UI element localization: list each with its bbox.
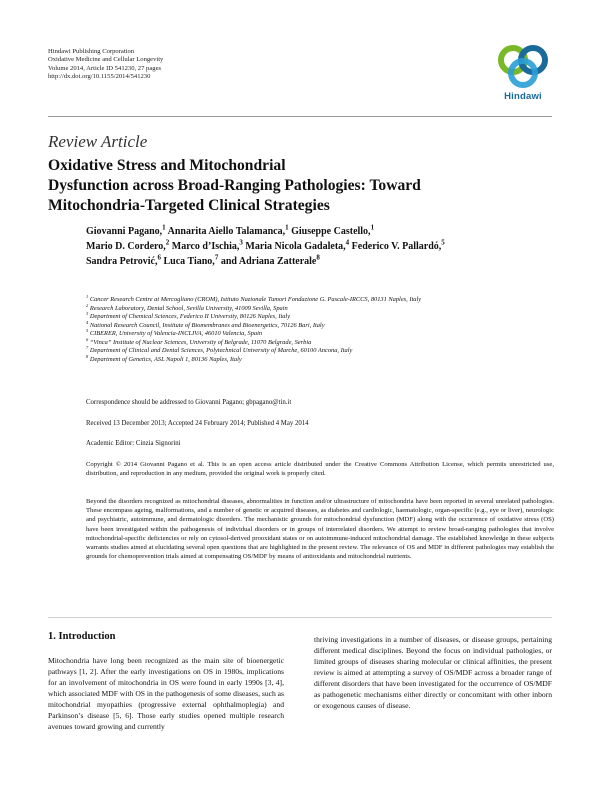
affiliation-list [86, 293, 422, 364]
doi-link[interactable]: http://dx.doi.org/10.1155/2014/541230 [48, 73, 151, 81]
author: Sandra Petrović,$^6$ [86, 254, 161, 268]
author: Federico V. Pallardó,$^5$ [351, 238, 445, 253]
author: Marco d’Ischia,$^3$ [171, 238, 243, 253]
affiliation: $^5$ CIBERER, University of Valencia-INCLIVA, 46010 Valencia, Spain [86, 327, 263, 337]
intro-column-left: Mitochondria have long been recognized as the main site of bioenergetic pathways [1, 2]. After the early investigations on OS in 1980s, implications for an involvement of mitochondria in OS were found in early 1990s [3, 4], which associated MDF with OS in the pathogenesis of some diseases, such as mitochondrial myopathies (progressive external ophthalmoplegia) and Parkinson’s disease [5, 6]. Those early studies opened multiple research avenues toward growing and currently [48, 656, 285, 731]
author: Mario D. Cordero,$^2$ [86, 238, 170, 253]
header-divider [48, 116, 552, 117]
hindawi-logo [492, 40, 554, 106]
author: and Adriana Zatterale$^8$ [220, 254, 320, 268]
author-line [86, 224, 445, 239]
article-type: Review Article [48, 132, 148, 151]
affiliation: $^8$ Department of Genetics, ASL Napoli 1, 80136 Naples, Italy [86, 353, 242, 363]
title-line: Oxidative Stress and Mitochondrial [48, 157, 286, 174]
academic-editor: Academic Editor: Cinzia Signorini [86, 440, 181, 447]
section-heading: 1. Introduction [48, 631, 116, 642]
publisher-name: Hindawi Publishing Corporation [48, 48, 135, 55]
copyright-notice: Copyright © 2014 Giovanni Pagano et al. This is an open access article distributed under the Creative Commons Attribution License, which permits unrestricted use, distribution, and reproduction in any medium, provided the original work is properly cited. [86, 461, 554, 477]
correspondence: Correspondence should be addressed to Giovanni Pagano; gbpagano@tin.it [86, 399, 292, 406]
title-line: Dysfunction across Broad-Ranging Pathologies: Toward [48, 177, 421, 194]
intro-column-right: thriving investigations in a number of diseases, or disease groups, pertaining different medical disciplines. Beyond the focus on individual pathologies, or limited groups of diseases sharing molecular or clinical affinities, the present review is aimed at attempting a survey of OS/MDF across a broader range of different disorders that have been investigated for the occurrence of OS/MDF as pathogenetic mechanisms either directly or concomitant with other inborn or exogenous causes of disease. [314, 635, 552, 710]
hindawi-rings-icon [492, 40, 554, 92]
author-line [86, 254, 445, 269]
affiliation: $^4$ National Research Council, Institute of Biomembranes and Bioenergetics, 70126 Bari, Italy [86, 319, 325, 329]
journal-name: Oxidative Medicine and Cellular Longevity [48, 56, 164, 64]
author: Maria Nicola Gadaleta,$^4$ [245, 238, 350, 253]
affiliation: $^3$ Department of Chemical Sciences, Federico II University, 80126 Naples, Italy [86, 310, 291, 320]
section-divider [48, 617, 552, 618]
author: Giuseppe Castello,$^1$ [291, 223, 375, 237]
logo-text: Hindawi [504, 91, 542, 102]
journal-info [48, 48, 163, 82]
affiliation: $^6$ “Vinca” Institute of Nuclear Sciences, University of Belgrade, 11070 Belgrade, Serbia [86, 336, 312, 346]
author: Luca Tiano,$^7$ [163, 254, 219, 268]
author: Giovanni Pagano,$^1$ [86, 223, 166, 237]
author-list [86, 224, 445, 270]
affiliation: $^7$ Department of Clinical and Dental Sciences, Polytechnical University of Marche, 60100 Ancona, Italy [86, 344, 353, 354]
title-line: Mitochondria-Targeted Clinical Strategies [48, 197, 330, 214]
affiliation: $^1$ Cancer Research Centre at Mercogliano (CROM), Istituto Nazionale Tumori Fondazione G. Pascale-IRCCS, 80131 Naples, Italy [86, 293, 422, 303]
volume-info: Volume 2014, Article ID 541230, 27 pages [48, 64, 162, 72]
author-line [86, 239, 445, 254]
abstract: Beyond the disorders recognized as mitochondrial diseases, abnormalities in function and/or ultrastructure of mitochondria have been reported in several unrelated pathologies. These encompass ageing, malformations, and a number of genetic or acquired diseases, as diabetes and cardiologic, haematologic, organ-specific (e.g., eye or liver), neurologic and psychiatric, autoimmune, and dermatologic disorders. The mechanistic grounds for mitochondrial dysfunction (MDF) along with the occurrence of oxidative stress (OS) have been investigated within the pathogenesis of individual disorders or in groups of interrelated disorders. We attempt to review broad-ranging pathologies that involve mitochondrial-specific deficiencies or rely on cytosol-derived prooxidant states or on autoimmune-induced mitochondrial damage. The established knowledge in these subjects warrants studies aimed at elucidating several open questions that are highlighted in the present review. The relevance of OS and MDF in different pathologies may establish the grounds for chemoprevention trials aimed at compensating OS/MDF by means of antioxidants and mitochondrial nutrients. [86, 498, 554, 561]
article-title [48, 156, 528, 216]
author: Annarita Aiello Talamanca,$^1$ [167, 223, 289, 237]
publication-dates: Received 13 December 2013; Accepted 24 February 2014; Published 4 May 2014 [86, 420, 309, 427]
affiliation: $^2$ Research Laboratory, Dental School, Sevilla University, 41009 Sevilla, Spain [86, 302, 288, 312]
